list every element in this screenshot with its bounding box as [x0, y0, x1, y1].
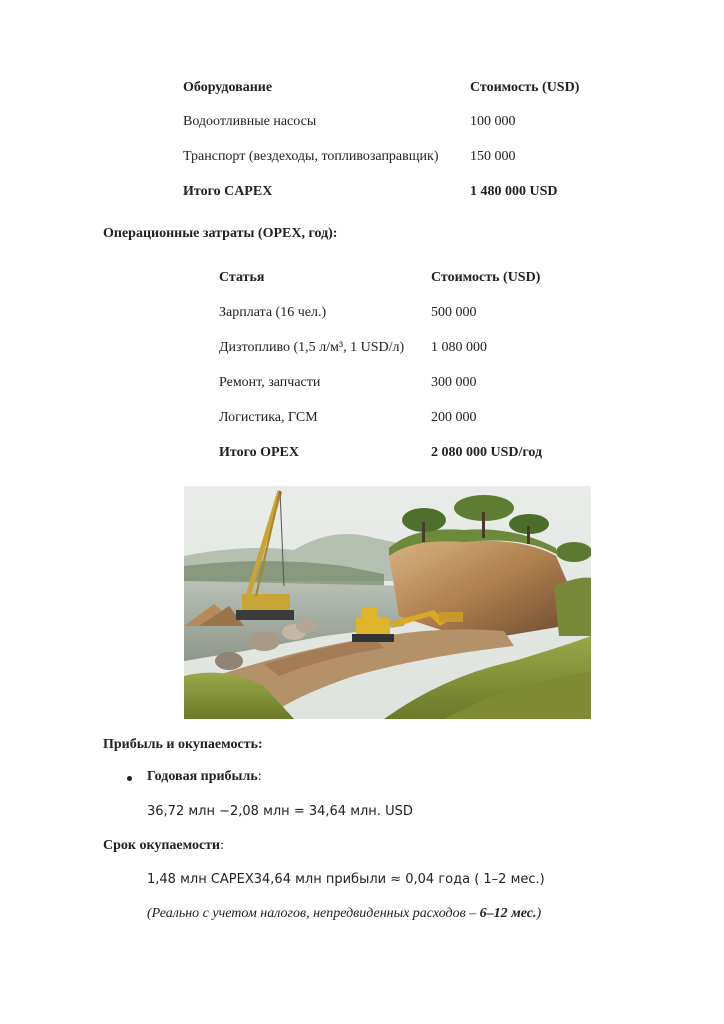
capex-total-value: 1 480 000 USD [470, 184, 558, 199]
payback-line [103, 838, 224, 854]
capex-row-item: Водоотливные насосы [183, 114, 317, 129]
opex-row [219, 373, 579, 393]
opex-row-cost: 300 000 [431, 375, 477, 390]
annual-profit-line [147, 769, 262, 785]
opex-row-item: Логистика, ГСМ [219, 410, 318, 425]
opex-heading: Операционные затраты (OPEX, год): [103, 226, 338, 241]
profit-heading: Прибыль и окупаемость: [103, 737, 263, 752]
opex-row-item: Дизтопливо (1,5 л/м³, 1 USD/л) [219, 340, 405, 355]
payback-label: Срок окупаемости [103, 838, 221, 853]
capex-total-row [183, 182, 603, 202]
opex-total-value: 2 080 000 USD/год [431, 445, 543, 460]
opex-row [219, 338, 579, 358]
opex-header-row [219, 268, 579, 288]
opex-total-label: Итого OPEX [219, 445, 299, 460]
opex-row-cost: 1 080 000 [431, 340, 487, 355]
opex-row-cost: 500 000 [431, 305, 477, 320]
opex-row [219, 408, 579, 428]
opex-row-item: Ремонт, запчасти [219, 375, 321, 390]
opex-row-cost: 200 000 [431, 410, 477, 425]
payback-formula: 1,48 млн CAPEX34,64 млн прибыли ≈ 0,04 года ( 1–2 мес.) [147, 872, 545, 887]
payback-note-prefix: (Реально с учетом налогов, непредвиденных расходов – [147, 906, 480, 921]
opex-total-row [219, 443, 579, 463]
opex-row [219, 303, 579, 323]
payback-note-bold: 6–12 мес. [479, 906, 537, 921]
capex-header-cost: Стоимость (USD) [470, 80, 580, 95]
capex-row-item: Транспорт (вездеходы, топливозаправщик) [183, 149, 439, 164]
payback-note-suffix: ) [536, 906, 542, 921]
capex-total-label: Итого CAPEX [183, 184, 273, 199]
capex-header-row [183, 78, 603, 98]
payback-colon: : [220, 838, 225, 853]
opex-row-item: Зарплата (16 чел.) [219, 305, 327, 320]
opex-header-cost: Стоимость (USD) [431, 270, 541, 285]
annual-profit-formula: 36,72 млн −2,08 млн = 34,64 млн. USD [147, 804, 413, 819]
quarry-photo [184, 486, 591, 719]
capex-row [183, 147, 603, 167]
bullet-icon [127, 776, 132, 781]
capex-row [183, 112, 603, 132]
annual-profit-colon: : [257, 769, 262, 784]
annual-profit-label: Годовая прибыль [147, 769, 258, 784]
payback-note [147, 906, 541, 922]
capex-header-equipment: Оборудование [183, 80, 273, 95]
capex-row-cost: 150 000 [470, 149, 516, 164]
capex-row-cost: 100 000 [470, 114, 516, 129]
opex-header-item: Статья [219, 270, 265, 285]
